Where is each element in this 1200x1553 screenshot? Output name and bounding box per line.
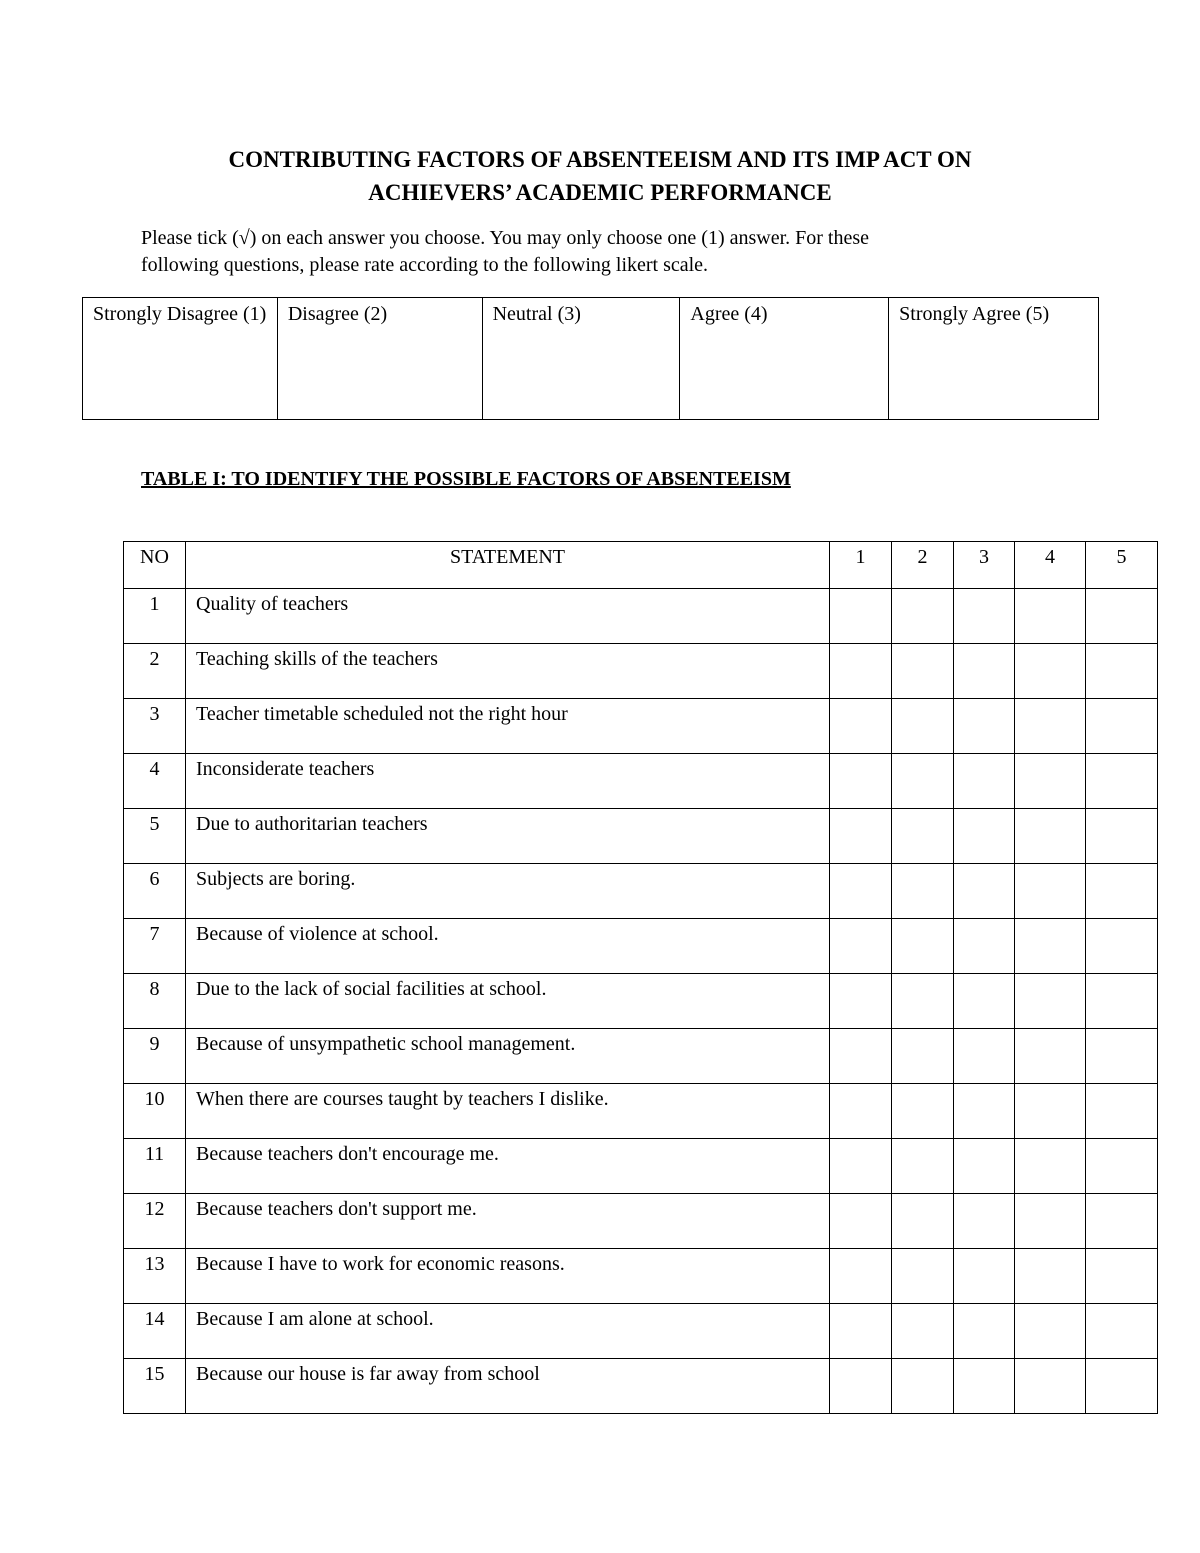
rating-cell-1[interactable] [830, 699, 892, 754]
rating-cell-2[interactable] [892, 754, 954, 809]
rating-cell-3[interactable] [954, 919, 1015, 974]
header-rating-4: 4 [1015, 542, 1086, 589]
rating-cell-4[interactable] [1015, 864, 1086, 919]
rating-cell-2[interactable] [892, 1084, 954, 1139]
table-row [124, 754, 1158, 809]
row-number: 11 [124, 1139, 186, 1194]
rating-cell-1[interactable] [830, 1139, 892, 1194]
survey-header-row [124, 542, 1158, 589]
row-number: 7 [124, 919, 186, 974]
rating-cell-2[interactable] [892, 864, 954, 919]
rating-cell-2[interactable] [892, 1359, 954, 1414]
table-row [124, 809, 1158, 864]
table-row [124, 589, 1158, 644]
rating-cell-4[interactable] [1015, 754, 1086, 809]
row-statement: Because teachers don't support me. [186, 1194, 830, 1249]
rating-cell-2[interactable] [892, 919, 954, 974]
rating-cell-3[interactable] [954, 1249, 1015, 1304]
row-number: 6 [124, 864, 186, 919]
rating-cell-5[interactable] [1086, 1139, 1158, 1194]
rating-cell-4[interactable] [1015, 1084, 1086, 1139]
rating-cell-3[interactable] [954, 589, 1015, 644]
row-statement: Because I have to work for economic reasons. [186, 1249, 830, 1304]
row-statement: Because I am alone at school. [186, 1304, 830, 1359]
rating-cell-3[interactable] [954, 754, 1015, 809]
row-statement: Inconsiderate teachers [186, 754, 830, 809]
row-statement: When there are courses taught by teachers I dislike. [186, 1084, 830, 1139]
table-caption: TABLE I: TO IDENTIFY THE POSSIBLE FACTORS OF ABSENTEEISM [141, 468, 791, 490]
table-row [124, 699, 1158, 754]
rating-cell-2[interactable] [892, 809, 954, 864]
rating-cell-4[interactable] [1015, 974, 1086, 1029]
rating-cell-4[interactable] [1015, 1029, 1086, 1084]
table-row [124, 974, 1158, 1029]
row-number: 8 [124, 974, 186, 1029]
rating-cell-4[interactable] [1015, 1194, 1086, 1249]
row-number: 4 [124, 754, 186, 809]
rating-cell-1[interactable] [830, 864, 892, 919]
row-number: 3 [124, 699, 186, 754]
rating-cell-4[interactable] [1015, 699, 1086, 754]
rating-cell-2[interactable] [892, 974, 954, 1029]
rating-cell-4[interactable] [1015, 1249, 1086, 1304]
rating-cell-5[interactable] [1086, 1249, 1158, 1304]
header-rating-3: 3 [954, 542, 1015, 589]
row-statement: Because of violence at school. [186, 919, 830, 974]
likert-option-5: Strongly Agree (5) [889, 298, 1099, 420]
title-line-1: CONTRIBUTING FACTORS OF ABSENTEEISM AND ITS IMP ACT ON [228, 147, 972, 172]
rating-cell-3[interactable] [954, 699, 1015, 754]
row-statement: Subjects are boring. [186, 864, 830, 919]
rating-cell-1[interactable] [830, 589, 892, 644]
rating-cell-3[interactable] [954, 1029, 1015, 1084]
title-line-2: ACHIEVERS’ ACADEMIC PERFORMANCE [368, 180, 832, 205]
instructions-line-2: following questions, please rate according to the following likert scale. [141, 254, 709, 276]
rating-cell-1[interactable] [830, 1194, 892, 1249]
likert-option-2: Disagree (2) [277, 298, 482, 420]
table-row [124, 1249, 1158, 1304]
row-statement: Quality of teachers [186, 589, 830, 644]
header-rating-5: 5 [1086, 542, 1158, 589]
row-number: 9 [124, 1029, 186, 1084]
rating-cell-3[interactable] [954, 864, 1015, 919]
rating-cell-4[interactable] [1015, 1359, 1086, 1414]
rating-cell-3[interactable] [954, 644, 1015, 699]
rating-cell-5[interactable] [1086, 1194, 1158, 1249]
row-number: 13 [124, 1249, 186, 1304]
table-row [124, 864, 1158, 919]
rating-cell-5[interactable] [1086, 1029, 1158, 1084]
table-row [124, 919, 1158, 974]
rating-cell-3[interactable] [954, 1359, 1015, 1414]
likert-scale-table [82, 297, 1099, 420]
rating-cell-1[interactable] [830, 644, 892, 699]
row-number: 5 [124, 809, 186, 864]
row-number: 15 [124, 1359, 186, 1414]
rating-cell-5[interactable] [1086, 1084, 1158, 1139]
likert-scale-row [83, 298, 1099, 420]
rating-cell-1[interactable] [830, 754, 892, 809]
row-number: 1 [124, 589, 186, 644]
row-statement: Because of unsympathetic school management. [186, 1029, 830, 1084]
rating-cell-4[interactable] [1015, 809, 1086, 864]
rating-cell-4[interactable] [1015, 589, 1086, 644]
likert-option-1: Strongly Disagree (1) [83, 298, 278, 420]
row-number: 10 [124, 1084, 186, 1139]
row-statement: Due to the lack of social facilities at school. [186, 974, 830, 1029]
rating-cell-3[interactable] [954, 1194, 1015, 1249]
likert-option-4: Agree (4) [680, 298, 889, 420]
likert-option-3: Neutral (3) [482, 298, 680, 420]
instructions [141, 225, 1081, 279]
row-statement: Because teachers don't encourage me. [186, 1139, 830, 1194]
rating-cell-1[interactable] [830, 1249, 892, 1304]
rating-cell-3[interactable] [954, 1084, 1015, 1139]
rating-cell-2[interactable] [892, 1029, 954, 1084]
rating-cell-4[interactable] [1015, 1139, 1086, 1194]
rating-cell-3[interactable] [954, 809, 1015, 864]
survey-table [123, 541, 1158, 1414]
document-title [0, 143, 1200, 209]
table-row [124, 1139, 1158, 1194]
rating-cell-1[interactable] [830, 1029, 892, 1084]
row-statement: Due to authoritarian teachers [186, 809, 830, 864]
rating-cell-5[interactable] [1086, 1359, 1158, 1414]
rating-cell-2[interactable] [892, 1249, 954, 1304]
rating-cell-2[interactable] [892, 589, 954, 644]
rating-cell-3[interactable] [954, 1139, 1015, 1194]
rating-cell-1[interactable] [830, 1304, 892, 1359]
rating-cell-5[interactable] [1086, 644, 1158, 699]
header-rating-1: 1 [830, 542, 892, 589]
rating-cell-2[interactable] [892, 1304, 954, 1359]
rating-cell-4[interactable] [1015, 1304, 1086, 1359]
header-no: NO [124, 542, 186, 589]
table-row [124, 644, 1158, 699]
rating-cell-5[interactable] [1086, 919, 1158, 974]
rating-cell-5[interactable] [1086, 589, 1158, 644]
rating-cell-5[interactable] [1086, 1304, 1158, 1359]
rating-cell-5[interactable] [1086, 864, 1158, 919]
table-row [124, 1304, 1158, 1359]
rating-cell-1[interactable] [830, 1084, 892, 1139]
rating-cell-3[interactable] [954, 974, 1015, 1029]
table-row [124, 1359, 1158, 1414]
rating-cell-5[interactable] [1086, 974, 1158, 1029]
rating-cell-3[interactable] [954, 1304, 1015, 1359]
rating-cell-5[interactable] [1086, 809, 1158, 864]
rating-cell-5[interactable] [1086, 699, 1158, 754]
row-statement: Teacher timetable scheduled not the right hour [186, 699, 830, 754]
rating-cell-1[interactable] [830, 919, 892, 974]
row-number: 2 [124, 644, 186, 699]
row-statement: Because our house is far away from school [186, 1359, 830, 1414]
row-number: 12 [124, 1194, 186, 1249]
rating-cell-1[interactable] [830, 809, 892, 864]
rating-cell-2[interactable] [892, 1194, 954, 1249]
rating-cell-2[interactable] [892, 699, 954, 754]
row-statement: Teaching skills of the teachers [186, 644, 830, 699]
rating-cell-1[interactable] [830, 974, 892, 1029]
rating-cell-4[interactable] [1015, 644, 1086, 699]
header-statement: STATEMENT [186, 542, 830, 589]
table-row [124, 1084, 1158, 1139]
rating-cell-2[interactable] [892, 644, 954, 699]
instructions-line-1: Please tick (√) on each answer you choose. You may only choose one (1) answer. For these [141, 227, 870, 249]
rating-cell-5[interactable] [1086, 754, 1158, 809]
header-rating-2: 2 [892, 542, 954, 589]
row-number: 14 [124, 1304, 186, 1359]
rating-cell-2[interactable] [892, 1139, 954, 1194]
table-row [124, 1029, 1158, 1084]
table-row [124, 1194, 1158, 1249]
rating-cell-4[interactable] [1015, 919, 1086, 974]
rating-cell-1[interactable] [830, 1359, 892, 1414]
